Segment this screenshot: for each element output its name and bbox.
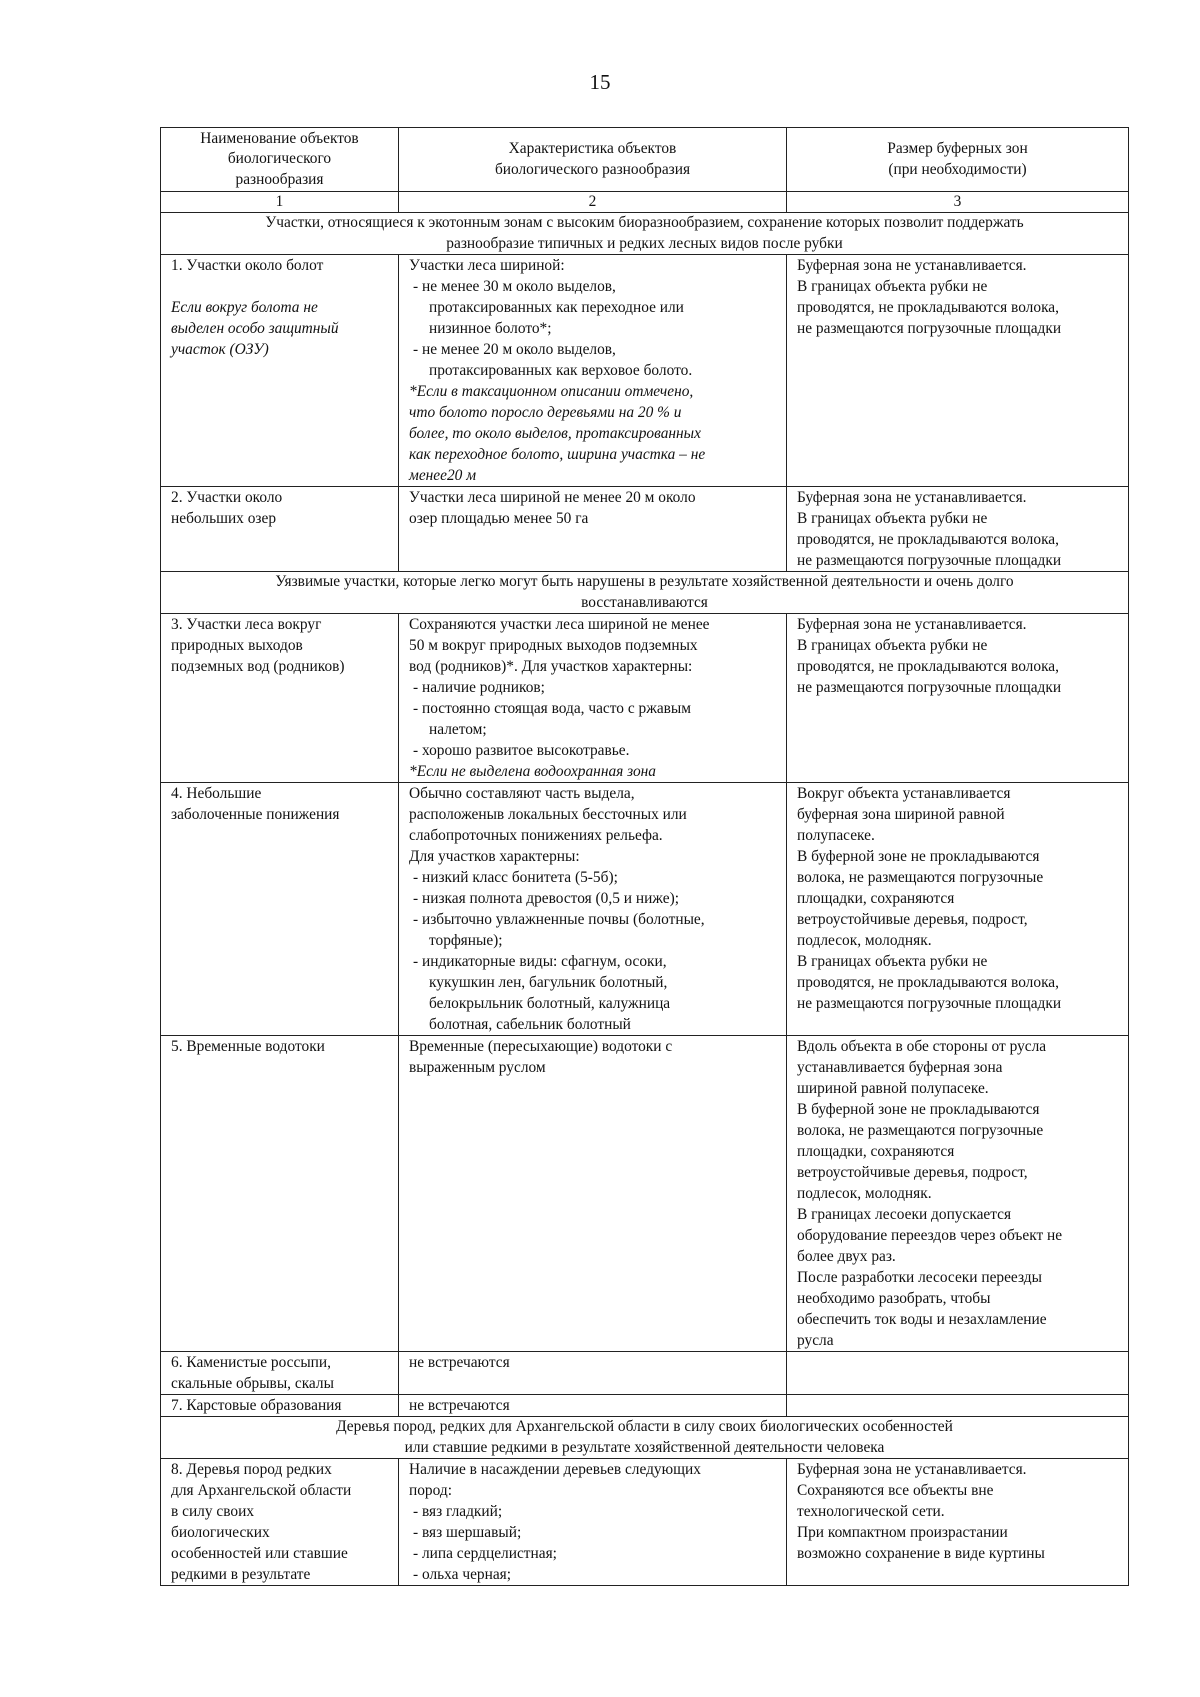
buffer-zone-line: волока, не размещаются погрузочные [797, 869, 1044, 886]
column-number: 3 [787, 192, 1129, 213]
page-number: 15 [589, 70, 611, 94]
characteristics-line: Участки леса шириной: [409, 257, 565, 274]
list-item-line: - вяз гладкий; [413, 1503, 503, 1520]
object-name-note: выделен особо защитный [171, 320, 339, 337]
buffer-zone-line: шириной равной полупасеке. [797, 1080, 989, 1097]
object-name-cell [161, 783, 399, 1036]
object-name-line: биологических [171, 1524, 270, 1541]
characteristics-note: что болото поросло деревьями на 20 % и [409, 404, 682, 421]
buffer-zone-line: русла [797, 1332, 834, 1349]
buffer-zone-line: При компактном произрастании [797, 1524, 1008, 1541]
buffer-zone-line: буферная зона шириной равной [797, 806, 1005, 823]
list-item [409, 1522, 780, 1543]
table-row [161, 487, 1129, 572]
characteristics-line: не встречаются [409, 1354, 510, 1371]
buffer-zone-line: В границах объекта рубки не [797, 510, 988, 527]
table-row [161, 255, 1129, 487]
buffer-zone-cell [787, 1036, 1129, 1352]
list-item-line: - постоянно стоящая вода, часто с ржавым [413, 700, 692, 717]
characteristics-line: 50 м вокруг природных выходов подземных [409, 637, 698, 654]
list-item [409, 909, 780, 951]
object-name-line: редкими в результате [171, 1566, 311, 1583]
buffer-zone-line: ветроустойчивые деревья, подрост, [797, 1164, 1028, 1181]
buffer-zone-cell [787, 487, 1129, 572]
object-name-line: для Архангельской области [171, 1482, 352, 1499]
object-name-line: скальные обрывы, скалы [171, 1375, 334, 1392]
characteristics-note: *Если не выделена водоохранная зона [409, 763, 656, 780]
section-title-line: Уязвимые участки, которые легко могут быть нарушены в результате хозяйственной деятельности и очень долго [275, 573, 1014, 590]
buffer-zone-cell [787, 255, 1129, 487]
buffer-zone-line: площадки, сохраняются [797, 1143, 955, 1160]
list-item-line: протаксированных как переходное или [429, 299, 684, 316]
header-line: биологического разнообразия [494, 160, 691, 178]
list-item [409, 867, 780, 888]
characteristics-note: *Если в таксационном описании отмечено, [409, 383, 694, 400]
list-item-line: низинное болото*; [429, 320, 552, 337]
buffer-zone-line: оборудование переездов через объект не [797, 1227, 1063, 1244]
header-cell-1 [161, 128, 399, 192]
object-name-line: 3. Участки леса вокруг [171, 616, 322, 633]
buffer-zone-line: более двух раз. [797, 1248, 896, 1265]
section-title-line: Участки, относящиеся к экотонным зонам с высоким биоразнообразием, сохранение которых позволит поддержать [265, 214, 1024, 231]
buffer-zone-line: Сохраняются все объекты вне [797, 1482, 994, 1499]
object-name-line: 6. Каменистые россыпи, [171, 1354, 332, 1371]
spacer [171, 276, 392, 297]
object-name-line: особенностей или ставшие [171, 1545, 348, 1562]
list-item-line: - ольха черная; [413, 1566, 512, 1583]
object-name-line: 1. Участки около болот [171, 257, 324, 274]
buffer-zone-cell [787, 1459, 1129, 1586]
object-name-line: небольших озер [171, 510, 277, 527]
buffer-zone-line: В границах объекта рубки не [797, 278, 988, 295]
characteristics-line: Для участков характерны: [409, 848, 580, 865]
characteristics-line: расположеныв локальных бессточных или [409, 806, 687, 823]
characteristics-line: не встречаются [409, 1397, 510, 1414]
object-name-cell [161, 1395, 399, 1417]
buffer-zone-line: устанавливается буферная зона [797, 1059, 1003, 1076]
buffer-zone-line: подлесок, молодняк. [797, 932, 932, 949]
buffer-zone-cell [787, 614, 1129, 783]
table-body [161, 128, 1129, 1586]
buffer-zone-line: Буферная зона не устанавливается. [797, 1461, 1027, 1478]
column-number: 2 [399, 192, 787, 213]
buffer-zone-cell [787, 1352, 1129, 1395]
characteristics-cell [399, 1036, 787, 1352]
buffer-zone-line: В границах объекта рубки не [797, 953, 988, 970]
object-name-line: природных выходов [171, 637, 303, 654]
list-item [409, 698, 780, 740]
buffer-zone-line: проводятся, не прокладываются волока, [797, 658, 1059, 675]
column-numbers-row [161, 192, 1129, 213]
buffer-zone-line: Вокруг объекта устанавливается [797, 785, 1011, 802]
characteristics-cell [399, 1352, 787, 1395]
object-name-cell [161, 487, 399, 572]
section-title-line: Деревья пород, редких для Архангельской области в силу своих биологических особенностей [336, 1418, 953, 1435]
list-item-line: - низкая полнота древостоя (0,5 и ниже); [413, 890, 679, 907]
header-row [161, 128, 1129, 192]
buffer-zone-line: После разработки лесосеки переезды [797, 1269, 1042, 1286]
section-row [161, 1417, 1129, 1459]
buffer-zone-line: полупасеке. [797, 827, 875, 844]
list-item-line: - наличие родников; [413, 679, 545, 696]
buffer-zone-line: Буферная зона не устанавливается. [797, 616, 1027, 633]
header-cell-3 [787, 128, 1129, 192]
list-item [409, 1543, 780, 1564]
characteristics-cell [399, 783, 787, 1036]
buffer-zone-line: проводятся, не прокладываются волока, [797, 299, 1059, 316]
object-name-line: 8. Деревья пород редких [171, 1461, 332, 1478]
section-title-line: восстанавливаются [581, 593, 708, 611]
list-item [409, 740, 780, 761]
buffer-zone-line: подлесок, молодняк. [797, 1185, 932, 1202]
table-row [161, 1459, 1129, 1586]
list-item [409, 677, 780, 698]
object-name-cell [161, 1036, 399, 1352]
list-item-line: - вяз шершавый; [413, 1524, 522, 1541]
buffer-zone-line: проводятся, не прокладываются волока, [797, 974, 1059, 991]
list-item [409, 888, 780, 909]
list-item-line: белокрыльник болотный, калужница [429, 995, 671, 1012]
object-name-line: 5. Временные водотоки [171, 1038, 325, 1055]
header-line: (при необходимости) [888, 160, 1027, 178]
characteristics-note: менее20 м [409, 467, 477, 484]
buffer-zone-line: В буферной зоне не прокладываются [797, 848, 1040, 865]
list-item [409, 951, 780, 1035]
list-item-line: - низкий класс бонитета (5-5б); [413, 869, 618, 886]
object-name-cell [161, 1459, 399, 1586]
object-name-cell [161, 1352, 399, 1395]
list-item-line: торфяные); [429, 932, 503, 949]
table-row [161, 1352, 1129, 1395]
section-row [161, 572, 1129, 614]
buffer-zone-line: Вдоль объекта в обе стороны от русла [797, 1038, 1047, 1055]
table-row [161, 783, 1129, 1036]
characteristics-line: Наличие в насаждении деревьев следующих [409, 1461, 701, 1478]
section-row [161, 213, 1129, 255]
characteristics-line: выраженным руслом [409, 1059, 546, 1076]
section-title [161, 213, 1129, 255]
buffer-zone-line: ветроустойчивые деревья, подрост, [797, 911, 1028, 928]
header-line: Размер буферных зон [887, 140, 1028, 157]
characteristics-cell [399, 614, 787, 783]
buffer-zone-line: не размещаются погрузочные площадки [797, 552, 1062, 569]
table-row [161, 1036, 1129, 1352]
characteristics-cell [399, 255, 787, 487]
buffer-zone-line: Буферная зона не устанавливается. [797, 257, 1027, 274]
list-item [409, 276, 780, 339]
characteristics-line: вод (родников)*. Для участков характерны: [409, 658, 693, 675]
list-item-line: - не менее 30 м около выделов, [413, 278, 616, 295]
characteristics-line: Обычно составляют часть выдела, [409, 785, 635, 802]
buffer-zone-cell [787, 783, 1129, 1036]
list-item [409, 339, 780, 381]
object-name-line: 7. Карстовые образования [171, 1397, 342, 1414]
header-line: Наименование объектов [200, 129, 359, 147]
characteristics-note: более, то около выделов, протаксированных [409, 425, 701, 442]
header-line: Характеристика объектов [508, 140, 677, 157]
list-item-line: - избыточно увлажненные почвы (болотные, [413, 911, 705, 928]
buffer-zone-line: проводятся, не прокладываются волока, [797, 531, 1059, 548]
list-item [409, 1564, 780, 1585]
characteristics-line: Сохраняются участки леса шириной не менее [409, 616, 710, 633]
characteristics-note: как переходное болото, ширина участка – не [409, 446, 706, 463]
characteristics-cell [399, 1395, 787, 1417]
characteristics-line: пород: [409, 1482, 452, 1499]
characteristics-line: слабопроточных понижениях рельефа. [409, 827, 663, 844]
characteristics-line: Временные (пересыхающие) водотоки с [409, 1038, 673, 1055]
column-number: 1 [161, 192, 399, 213]
header-line: разнообразия [235, 170, 324, 188]
list-item-line: - липа сердцелистная; [413, 1545, 557, 1562]
object-name-line: заболоченные понижения [171, 806, 340, 823]
table-row [161, 1395, 1129, 1417]
buffer-zone-line: не размещаются погрузочные площадки [797, 995, 1062, 1012]
buffer-zone-line: Буферная зона не устанавливается. [797, 489, 1027, 506]
list-item-line: - не менее 20 м около выделов, [413, 341, 616, 358]
buffer-zone-cell [787, 1395, 1129, 1417]
object-name-note: Если вокруг болота не [171, 299, 318, 316]
object-name-line: 2. Участки около [171, 489, 283, 506]
buffer-zone-line: площадки, сохраняются [797, 890, 955, 907]
biodiversity-table [160, 127, 1129, 1586]
characteristics-cell [399, 1459, 787, 1586]
buffer-zone-line: обеспечить ток воды и незахламление [797, 1311, 1047, 1328]
list-item [409, 1501, 780, 1522]
list-item-line: кукушкин лен, багульник болотный, [429, 974, 668, 991]
buffer-zone-line: технологической сети. [797, 1503, 945, 1520]
buffer-zone-line: возможно сохранение в виде куртины [797, 1545, 1045, 1562]
object-name-line: 4. Небольшие [171, 785, 262, 802]
object-name-note: участок (ОЗУ) [171, 341, 269, 358]
characteristics-line: озер площадью менее 50 га [409, 510, 589, 527]
list-item-line: - хорошо развитое высокотравье. [413, 742, 630, 759]
buffer-zone-line: не размещаются погрузочные площадки [797, 320, 1062, 337]
object-name-line: в силу своих [171, 1503, 255, 1520]
buffer-zone-line: В границах объекта рубки не [797, 637, 988, 654]
header-cell-2 [399, 128, 787, 192]
buffer-zone-line: В буферной зоне не прокладываются [797, 1101, 1040, 1118]
buffer-zone-line: не размещаются погрузочные площадки [797, 679, 1062, 696]
list-item-line: - индикаторные виды: сфагнум, осоки, [413, 953, 667, 970]
buffer-zone-line: волока, не размещаются погрузочные [797, 1122, 1044, 1139]
list-item-line: болотная, сабельник болотный [429, 1016, 631, 1033]
characteristics-cell [399, 487, 787, 572]
section-title-line: разнообразие типичных и редких лесных видов после рубки [446, 234, 843, 252]
object-name-line: подземных вод (родников) [171, 658, 345, 675]
table-row [161, 614, 1129, 783]
buffer-zone-line: необходимо разобрать, чтобы [797, 1290, 991, 1307]
section-title [161, 1417, 1129, 1459]
buffer-zone-line: В границах лесоеки допускается [797, 1206, 1012, 1223]
characteristics-line: Участки леса шириной не менее 20 м около [409, 489, 696, 506]
header-line: биологического [227, 150, 332, 168]
section-title-line: или ставшие редкими в результате хозяйственной деятельности человека [404, 1438, 885, 1456]
section-title [161, 572, 1129, 614]
object-name-cell [161, 255, 399, 487]
list-item-line: налетом; [429, 721, 487, 738]
object-name-cell [161, 614, 399, 783]
list-item-line: протаксированных как верховое болото. [429, 362, 693, 379]
